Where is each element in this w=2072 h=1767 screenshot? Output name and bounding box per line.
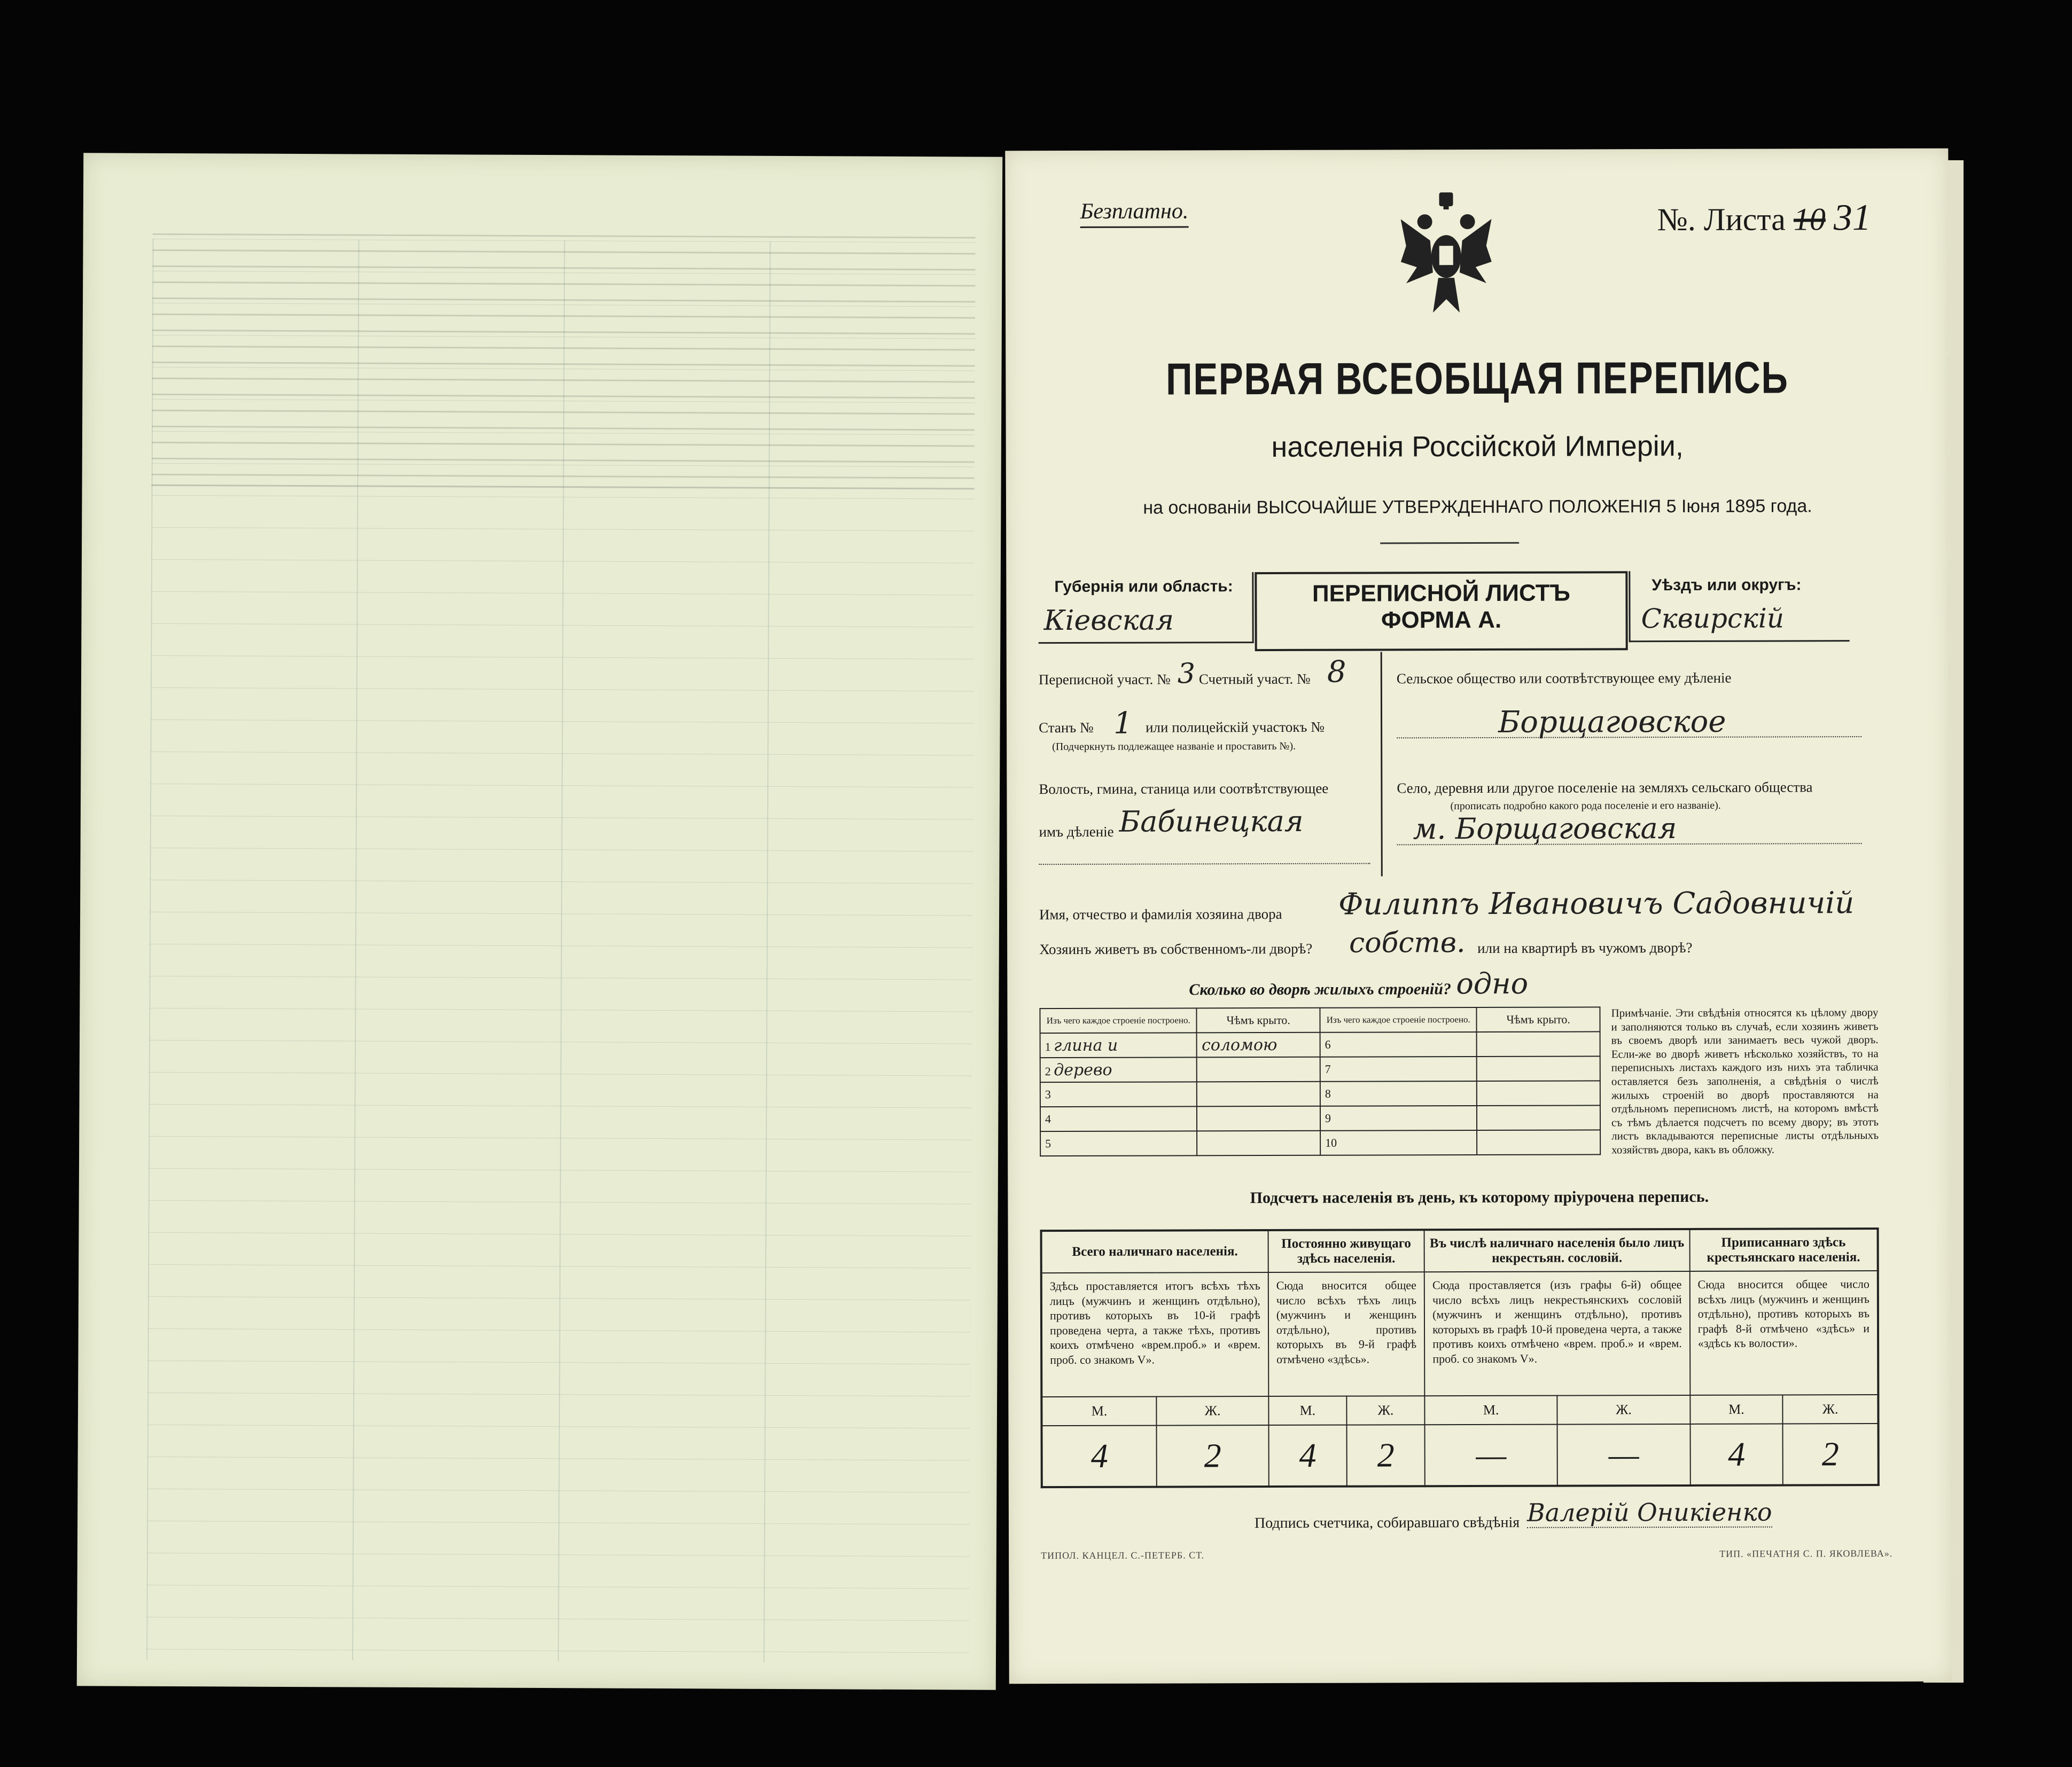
owner-lives-label-2: или на квартирѣ въ чужомъ дворѣ?: [1477, 939, 1693, 957]
form-type-line2: ФОРМА А.: [1381, 606, 1502, 634]
present-male-value: 4: [1041, 1426, 1157, 1488]
row-number: 4: [1040, 1106, 1197, 1131]
province-box: [1038, 572, 1253, 644]
roof-value: [1197, 1082, 1320, 1107]
row-number: 6: [1320, 1032, 1477, 1057]
form-decree: на основаніи ВЫСОЧАЙШЕ УТВЕРЖДЕННАГО ПОЛОЖЕНІЯ 5 Іюня 1895 года.: [1143, 496, 1812, 518]
roof-value: [1477, 1105, 1600, 1130]
buildings-table-header: [1040, 1007, 1600, 1033]
row-number: 8: [1320, 1081, 1477, 1106]
form-main-title: ПЕРВАЯ ВСЕОБЩАЯ ПЕРЕПИСЬ: [1165, 352, 1789, 404]
population-desc-row: [1041, 1271, 1879, 1397]
count-area-value: 8: [1327, 654, 1346, 690]
police-label: или полицейскій участокъ №: [1146, 718, 1325, 736]
owner-lives-value: собств.: [1349, 927, 1466, 959]
free-label: Безплатно.: [1080, 198, 1188, 228]
male-label: М.: [1424, 1396, 1557, 1425]
roof-value: [1477, 1081, 1600, 1106]
registered-male-value: 4: [1690, 1424, 1783, 1485]
roof-value: [1197, 1106, 1320, 1131]
volost-extra-line: [1039, 863, 1370, 865]
buildings-table: [1039, 1006, 1601, 1156]
male-label: М.: [1690, 1395, 1783, 1424]
district-box: [1629, 570, 1849, 642]
owner-lives-label: Хозяинъ живетъ въ собственномъ-ли дворѣ?: [1039, 940, 1313, 958]
census-form-page: [1005, 148, 1952, 1684]
census-area-value: 3: [1177, 658, 1195, 690]
left-page-ruled-grid: [146, 239, 976, 1663]
pop-col-present-desc: Здѣсь проставляется итогъ всѣхъ тѣхъ лицъ (мужчинъ и женщинъ отдѣльно), противъ которыхъ въ 10-й графѣ проведена черта, а также тѣхъ, противъ коихъ отмѣчено «врем.проб.» и «врем. проб. со знакомъ V».: [1041, 1272, 1268, 1397]
signature-label: Подпись счетчика, собиравшаго свѣдѣнія: [1254, 1514, 1520, 1532]
row-number: 5: [1040, 1131, 1197, 1156]
table-row: [1040, 1130, 1600, 1156]
roof-value: [1197, 1057, 1320, 1082]
form-type-line1: ПЕРЕПИСНОЙ ЛИСТЪ: [1312, 580, 1570, 607]
row-number: 3: [1040, 1082, 1197, 1107]
male-label: М.: [1268, 1396, 1346, 1425]
society-value: Борщаговское: [1498, 704, 1726, 740]
female-label: Ж.: [1157, 1396, 1269, 1426]
divider-flourish: [1380, 542, 1519, 550]
buildings-header-roof-1: Чѣмъ крыто.: [1197, 1008, 1320, 1033]
roof-value: [1197, 1131, 1320, 1156]
form-subtitle: населенія Россійской Имперіи,: [1271, 429, 1684, 464]
stan-label: Станъ №: [1039, 719, 1094, 736]
female-label: Ж.: [1557, 1395, 1690, 1425]
population-sex-row: [1041, 1395, 1878, 1426]
row-number: 9: [1320, 1106, 1477, 1131]
permanent-male-value: 4: [1268, 1425, 1346, 1487]
buildings-note: Примѣчаніе. Эти свѣдѣнія относятся къ цѣлому двору и заполняются только въ случаѣ, если хозяинъ живетъ въ своемъ дворѣ или занимаетъ весь чужой дворъ. Если-же во дворѣ живетъ нѣсколько хозяйствъ, то на переписныхъ листахъ каждого изъ нихъ эта табличка оставляется безъ заполненія, а свѣдѣнія о числѣ жилыхъ строеній во дворѣ проставляются на отдѣльномъ переписномъ листѣ, на которомъ вмѣстѣ съ тѣмъ дѣлается подсчетъ по всему двору; въ этотъ листъ вкладываются переписные листы отдѣльныхъ хозяйствъ двора, какъ въ обложку.: [1611, 1006, 1879, 1156]
roof-value: [1477, 1031, 1600, 1057]
printer-footer-left: ТИПОЛ. КАНЦЕЛ. С.-ПЕТЕРБ. СТ.: [1041, 1550, 1204, 1561]
nonpeasant-female-value: —: [1557, 1424, 1691, 1486]
row-number: 2: [1045, 1064, 1051, 1078]
sheet-number-label: №. Листа: [1657, 201, 1786, 238]
female-label: Ж.: [1346, 1396, 1424, 1425]
population-values-row: [1041, 1424, 1878, 1487]
village-note: (прописать подробно какого рода поселеніе и его названіе).: [1450, 799, 1721, 812]
signature-value: Валерій Оникіенко: [1526, 1497, 1772, 1527]
buildings-header-material-1: Изъ чего каждое строеніе построено.: [1040, 1008, 1197, 1033]
roof-value: соломою: [1197, 1033, 1320, 1058]
table-row: [1040, 1105, 1600, 1131]
owner-name-label: Имя, отчество и фамилія хозяина двора: [1039, 905, 1282, 923]
district-value: Сквирскій: [1641, 603, 1785, 635]
stan-value: 1: [1113, 706, 1133, 741]
society-label: Сельское общество или соотвѣтствующее ему дѣленіе: [1396, 669, 1732, 687]
permanent-female-value: 2: [1346, 1425, 1424, 1486]
form-type-box: [1255, 571, 1627, 651]
pop-col-permanent-title: Постоянно живущаго здѣсь населенія.: [1268, 1230, 1424, 1272]
row-number: 7: [1320, 1057, 1477, 1082]
present-female-value: 2: [1157, 1425, 1269, 1487]
buildings-header-material-2: Изъ чего каждое строеніе построено.: [1320, 1007, 1477, 1033]
population-header-row: [1041, 1229, 1878, 1273]
sheet-number-struck: 10: [1793, 201, 1826, 237]
sheet-number-value: 31: [1833, 197, 1871, 239]
volost-value: Бабинецкая: [1119, 804, 1304, 839]
material-value: дерево: [1054, 1060, 1112, 1080]
census-area-label: Переписной участ. №: [1038, 671, 1171, 688]
table-row: [1040, 1031, 1600, 1058]
material-value: глина и: [1054, 1036, 1118, 1055]
buildings-header-roof-2: Чѣмъ крыто.: [1477, 1007, 1600, 1032]
pop-col-registered-title: Приписаннаго здѣсь крестьянскаго населенія.: [1689, 1229, 1878, 1271]
printer-footer-right: ТИП. «ПЕЧАТНЯ С. П. ЯКОВЛЕВА».: [1719, 1547, 1893, 1559]
volost-label-1: Волость, гмина, станица или соотвѣтствующее: [1039, 780, 1329, 798]
pop-col-nonpeasant-title: Въ числѣ наличнаго населенія было лицъ некрестьян. сословій.: [1424, 1229, 1690, 1272]
province-value: Кіевская: [1043, 604, 1174, 637]
province-label: Губернія или область:: [1054, 577, 1233, 596]
roof-value: [1477, 1130, 1600, 1155]
location-divider: [1381, 652, 1383, 876]
row-number: 10: [1320, 1130, 1477, 1155]
female-label: Ж.: [1783, 1395, 1879, 1424]
male-label: М.: [1041, 1397, 1156, 1426]
village-value: м. Борщаговская: [1413, 811, 1677, 846]
sheet-number: [1657, 197, 1871, 240]
stan-note: (Подчеркнуть подлежащее названіе и проставить №).: [1052, 740, 1296, 753]
table-row: [1040, 1056, 1600, 1082]
pop-col-present-title: Всего наличнаго населенія.: [1041, 1230, 1268, 1273]
row-number: 1: [1045, 1039, 1051, 1053]
nonpeasant-male-value: —: [1425, 1425, 1558, 1487]
buildings-value: одно: [1456, 966, 1529, 1001]
buildings-label: Сколько во дворѣ жилыхъ строеній?: [1189, 980, 1451, 999]
population-heading: Подсчетъ населенія въ день, къ которому пріурочена перепись.: [1250, 1187, 1709, 1207]
village-label: Село, деревня или другое поселеніе на земляхъ сельскаго общества: [1397, 779, 1813, 796]
table-row: [1040, 1081, 1600, 1107]
double-headed-eagle-icon: [1400, 192, 1492, 315]
owner-name-value: Филиппъ Ивановичъ Садовничій: [1338, 886, 1855, 922]
population-table: [1040, 1227, 1880, 1488]
volost-label-2: имъ дѣленіе: [1039, 823, 1114, 840]
registered-female-value: 2: [1783, 1424, 1879, 1485]
district-label: Уѣздъ или округъ:: [1652, 576, 1802, 595]
count-area-label: Счетный участ. №: [1198, 670, 1311, 687]
left-page: [77, 153, 1003, 1690]
pop-col-permanent-desc: Сюда вносится общее число всѣхъ тѣхъ лицъ (мужчинъ и женщинъ отдѣльно), противъ которыхъ въ 9-й графѣ отмѣчено «здѣсь».: [1268, 1272, 1425, 1396]
pop-col-registered-desc: Сюда вносится общее число всѣхъ лицъ (мужчинъ и женщинъ отдѣльно), противъ которыхъ въ графѣ 8-й отмѣчено «здѣсь» и «здѣсь къ волости».: [1689, 1271, 1878, 1395]
pop-col-nonpeasant-desc: Сюда проставляется (изъ графы 6-й) общее число всѣхъ лицъ некрестьянскихъ сословій (мужчинъ и женщинъ отдѣльно), противъ которыхъ въ графѣ 10-й проведена черта, а также противъ коихъ отмѣчено «врем. проб.» и «врем. проб. со знакомъ V».: [1424, 1271, 1690, 1396]
roof-value: [1477, 1056, 1600, 1081]
